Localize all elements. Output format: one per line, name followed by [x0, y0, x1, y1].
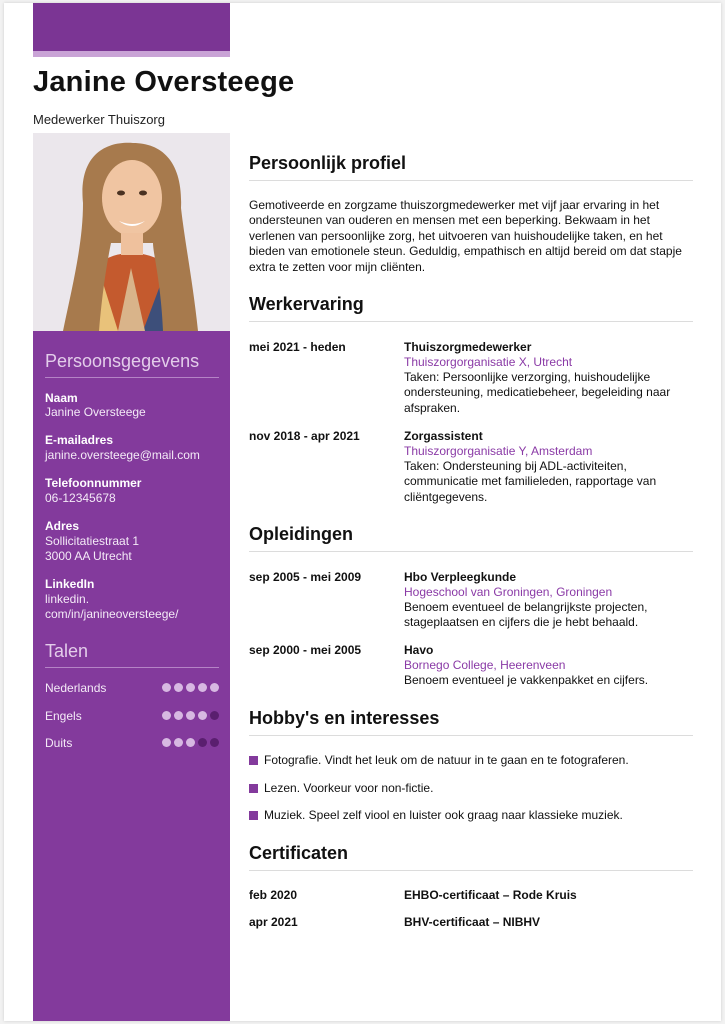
experience-org: Thuiszorgorganisatie Y, Amsterdam — [404, 444, 593, 458]
experience-heading: Werkervaring — [249, 294, 364, 314]
candidate-job-title: Medewerker Thuiszorg — [33, 112, 165, 127]
profile-divider — [249, 180, 693, 181]
phone-label: Telefoonnummer — [45, 476, 142, 490]
hobbies-divider — [249, 735, 693, 736]
language-row — [45, 709, 219, 723]
linkedin-value-line2: com/in/janineoversteege/ — [45, 607, 179, 621]
language-level-dots — [162, 711, 219, 720]
education-desc: Benoem eventueel je vakkenpakket en cijfers. — [404, 673, 649, 687]
filled-level-dot — [174, 683, 183, 692]
hobby-text: Muziek. Speel zelf viool en luister ook graag naar klassieke muziek. — [264, 808, 623, 822]
filled-level-dot — [186, 738, 195, 747]
square-bullet-icon — [249, 811, 258, 820]
language-name: Duits — [45, 736, 73, 750]
name-label: Naam — [45, 391, 78, 405]
name-value: Janine Oversteege — [45, 405, 146, 419]
header-accent-bar — [33, 3, 230, 57]
language-row — [45, 681, 219, 695]
education-title: Havo — [404, 643, 434, 657]
certificates-divider — [249, 870, 693, 871]
header-accent-stripe — [33, 51, 230, 57]
personal-details-sidebar — [33, 331, 230, 1021]
hobby-item — [249, 781, 433, 795]
linkedin-label: LinkedIn — [45, 577, 95, 591]
education-date: sep 2005 - mei 2009 — [249, 570, 362, 584]
experience-org: Thuiszorgorganisatie X, Utrecht — [404, 355, 573, 369]
education-heading: Opleidingen — [249, 524, 354, 544]
education-divider — [249, 551, 693, 552]
linkedin-value-line1: linkedin. — [45, 592, 90, 606]
languages-divider — [45, 667, 219, 668]
filled-level-dot — [186, 711, 195, 720]
profile-heading: Persoonlijk profiel — [249, 153, 407, 173]
filled-level-dot — [186, 683, 195, 692]
education-org: Bornego College, Heerenveen — [404, 658, 566, 672]
languages-heading: Talen — [45, 641, 89, 661]
experience-desc: Taken: Persoonlijke verzorging, huishoudelijke ondersteuning, medicatiebeheer, begeleiding naar afspraken. — [404, 370, 671, 415]
education-title: Hbo Verpleegkunde — [404, 570, 517, 584]
experience-divider — [249, 321, 693, 322]
certificate-name: EHBO-certificaat – Rode Kruis — [404, 888, 577, 902]
profile-text: Gemotiveerde en zorgzame thuiszorgmedewerker met vijf jaar ervaring in het ondersteunen van ouderen en mensen met een beperking. Bekwaam in het verlenen van persoonlijke zorg, het uitvoeren van huishoudelijke taken, en het bieden van emotionele steun. Geduldig, empathisch en altijd bereid om dat stapje extra te zetten voor mijn cliënten. — [249, 198, 682, 274]
certificate-date: feb 2020 — [249, 888, 298, 902]
phone-value: 06-12345678 — [45, 491, 116, 505]
language-level-dots — [162, 738, 219, 747]
certificates-heading: Certificaten — [249, 843, 349, 863]
email-label: E-mailadres — [45, 433, 114, 447]
square-bullet-icon — [249, 756, 258, 765]
filled-level-dot — [162, 711, 171, 720]
filled-level-dot — [210, 683, 219, 692]
education-date: sep 2000 - mei 2005 — [249, 643, 362, 657]
filled-level-dot — [162, 738, 171, 747]
experience-date: nov 2018 - apr 2021 — [249, 429, 360, 443]
empty-level-dot — [210, 711, 219, 720]
filled-level-dot — [174, 738, 183, 747]
filled-level-dot — [174, 711, 183, 720]
hobby-item — [249, 808, 623, 822]
language-name: Nederlands — [45, 681, 107, 695]
filled-level-dot — [198, 711, 207, 720]
square-bullet-icon — [249, 784, 258, 793]
candidate-name: Janine Oversteege — [33, 66, 295, 98]
personal-details-divider — [45, 377, 219, 378]
language-name: Engels — [45, 709, 82, 723]
experience-date: mei 2021 - heden — [249, 340, 346, 354]
personal-details-heading: Persoonsgegevens — [45, 351, 200, 371]
filled-level-dot — [198, 683, 207, 692]
address-city: 3000 AA Utrecht — [45, 549, 132, 563]
profile-photo — [33, 133, 230, 331]
email-value: janine.oversteege@mail.com — [45, 448, 200, 462]
education-org: Hogeschool van Groningen, Groningen — [404, 585, 613, 599]
hobby-text: Fotografie. Vindt het leuk om de natuur in te gaan en te fotograferen. — [264, 753, 629, 767]
address-label: Adres — [45, 519, 80, 533]
language-row — [45, 736, 219, 750]
certificate-name: BHV-certificaat – NIBHV — [404, 915, 541, 929]
empty-level-dot — [198, 738, 207, 747]
experience-desc: Taken: Ondersteuning bij ADL-activiteiten, communicatie met familieleden, rapportage van cliëntgegevens. — [404, 459, 657, 504]
certificate-date: apr 2021 — [249, 915, 298, 929]
hobbies-heading: Hobby's en interesses — [249, 708, 440, 728]
hobby-item — [249, 753, 629, 767]
experience-title: Zorgassistent — [404, 429, 483, 443]
hobby-text: Lezen. Voorkeur voor non-fictie. — [264, 781, 434, 795]
education-desc: Benoem eventueel de belangrijkste projecten, stageplaatsen en cijfers die je hebt behaald. — [404, 600, 648, 630]
filled-level-dot — [162, 683, 171, 692]
address-street: Sollicitatiestraat 1 — [45, 534, 140, 548]
language-level-dots — [162, 683, 219, 692]
experience-title: Thuiszorgmedewerker — [404, 340, 532, 354]
empty-level-dot — [210, 738, 219, 747]
